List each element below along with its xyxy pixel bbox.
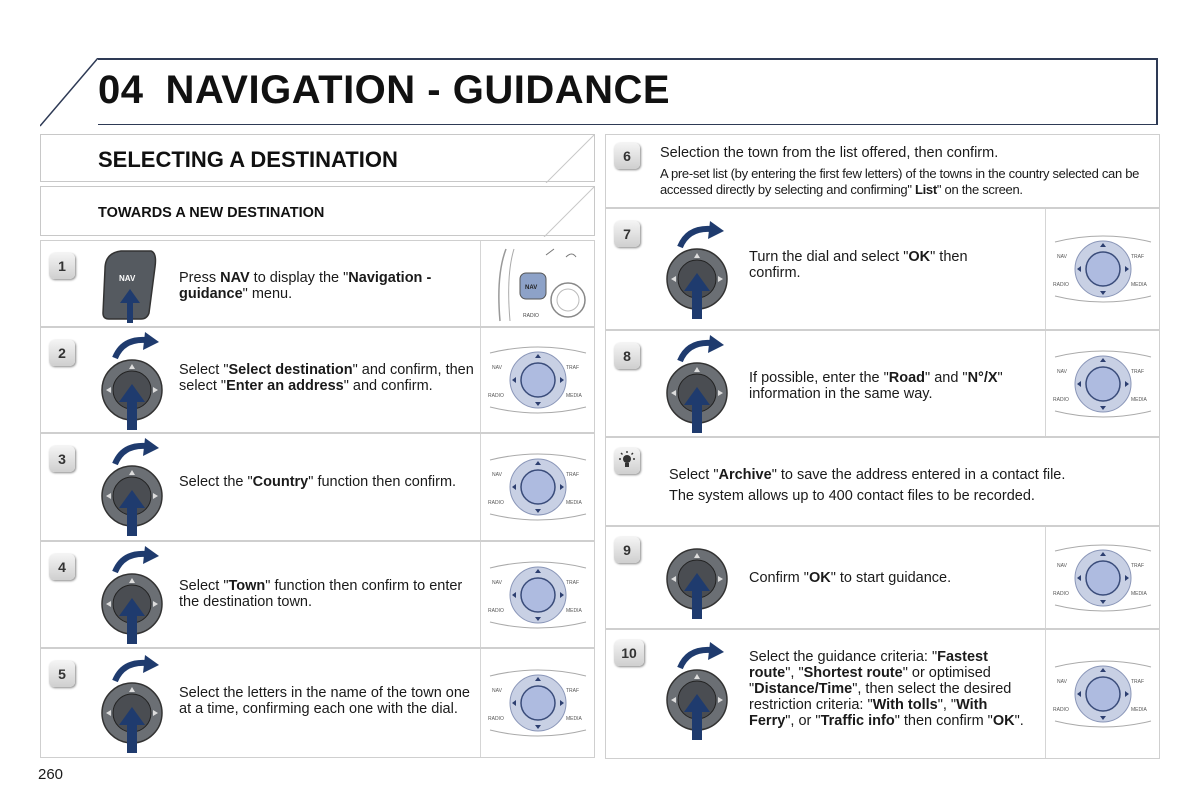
chapter-title: NAVIGATION - GUIDANCE: [165, 68, 671, 112]
control-panel-image: [480, 542, 594, 647]
control-panel-image: [480, 328, 594, 432]
step-row-7: [605, 208, 1160, 330]
step-6-note: A pre-set list (by entering the first few letters) of the towns in the country selected can be accessed directly by selecting and confirming" List" on the screen.: [660, 166, 1140, 197]
rotary-dial-icon: [99, 653, 165, 755]
subsection-title-box: [40, 186, 595, 236]
svg-text:MEDIA: MEDIA: [565, 716, 582, 722]
step-row-1: [40, 240, 595, 327]
step-badge: 8: [614, 343, 640, 369]
svg-text:RADIO: RADIO: [1052, 707, 1069, 713]
tip-text: [669, 465, 1149, 507]
console-nav-image: [480, 241, 594, 326]
svg-text:MEDIA: MEDIA: [1130, 396, 1147, 403]
step-9-text: Confirm "OK" to start guidance.: [749, 570, 952, 586]
page-number: 260: [38, 766, 64, 783]
control-panel-image: [1045, 331, 1159, 436]
control-panel-image: [1045, 527, 1159, 628]
svg-text:NAV: NAV: [491, 365, 502, 371]
svg-text:NAV: NAV: [491, 688, 502, 694]
control-panel-icon: [1051, 657, 1155, 731]
svg-text:RADIO: RADIO: [487, 716, 504, 722]
step-badge: 9: [614, 537, 640, 563]
step-badge: 7: [614, 221, 640, 247]
step-badge: 1: [49, 253, 75, 279]
step-2-text: Select "Select destination" and confirm, then select "Enter an address" and confirm.: [179, 362, 474, 394]
tip-row: [605, 437, 1160, 526]
svg-text:RADIO: RADIO: [1052, 590, 1069, 597]
svg-text:NAV: NAV: [1056, 679, 1067, 685]
svg-text:TRAF: TRAF: [1130, 368, 1144, 375]
control-panel-icon: [1051, 541, 1155, 615]
step-badge: 6: [614, 143, 640, 169]
svg-text:TRAF: TRAF: [1130, 562, 1144, 569]
tip-line-2: The system allows up to 400 contact files to be recorded.: [669, 488, 1035, 504]
rotary-dial-icon: [664, 219, 730, 321]
section-corner-decoration: [514, 135, 594, 183]
control-panel-icon: [486, 450, 590, 524]
step-row-6: [605, 134, 1160, 208]
step-badge: 2: [49, 340, 75, 366]
step-8-text: If possible, enter the "Road" and "N°/X" information in the same way.: [749, 370, 1003, 402]
control-panel-icon: [486, 666, 590, 740]
step-badge: 5: [49, 661, 75, 687]
step-row-5: [40, 648, 595, 758]
svg-text:RADIO: RADIO: [1052, 282, 1069, 288]
control-panel-icon: [1051, 347, 1155, 421]
rotary-dial-icon: [99, 544, 165, 646]
svg-text:TRAF: TRAF: [1130, 679, 1144, 685]
section-title: SELECTING A DESTINATION: [98, 147, 398, 172]
header-slant-decoration: [40, 58, 100, 128]
svg-text:MEDIA: MEDIA: [1130, 707, 1147, 713]
step-5-text: Select the letters in the name of the town one at a time, confirming each one with the dial.: [179, 685, 470, 717]
console-panel-icon: [488, 245, 588, 323]
svg-text:NAV: NAV: [1056, 254, 1067, 260]
svg-text:NAV: NAV: [491, 579, 502, 586]
step-4-text: Select "Town" function then confirm to enter the destination town.: [179, 578, 463, 610]
rotary-dial-icon: [664, 333, 730, 435]
svg-text:RADIO: RADIO: [522, 312, 539, 319]
svg-text:MEDIA: MEDIA: [565, 607, 582, 614]
svg-text:RADIO: RADIO: [487, 500, 504, 506]
rotary-dial-icon: [664, 527, 730, 629]
light-bulb-icon: [614, 448, 640, 474]
step-row-4: [40, 541, 595, 648]
step-badge: 3: [49, 446, 75, 472]
subsection-corner-decoration: [514, 187, 594, 237]
rotary-dial-icon: [99, 436, 165, 538]
svg-text:RADIO: RADIO: [487, 607, 504, 614]
chapter-number: 04: [98, 68, 144, 112]
step-row-8: [605, 330, 1160, 437]
control-panel-image: [1045, 209, 1159, 329]
nav-button-label: NAV: [119, 274, 136, 283]
step-row-3: [40, 433, 595, 541]
control-panel-image: [480, 434, 594, 540]
svg-text:MEDIA: MEDIA: [1130, 282, 1147, 288]
step-7-text: Turn the dial and select "OK" then confirm.: [749, 249, 968, 281]
svg-text:TRAF: TRAF: [565, 688, 579, 694]
step-1-text: Press NAV to display the "Navigation - guidance" menu.: [179, 270, 432, 302]
svg-text:RADIO: RADIO: [487, 393, 504, 399]
rotary-dial-icon: [664, 640, 730, 742]
step-badge: 4: [49, 554, 75, 580]
svg-text:RADIO: RADIO: [1052, 396, 1069, 403]
control-panel-image: [1045, 630, 1159, 758]
step-row-10: [605, 629, 1160, 759]
svg-text:NAV: NAV: [524, 284, 537, 291]
step-10-text: Select the guidance criteria: "Fastest route", "Shortest route" or optimised "Distance/Time", then select the desired restriction criteria: "With tolls", "With Ferry", or "Traffic info" then confirm "OK".: [749, 649, 1024, 729]
svg-text:TRAF: TRAF: [565, 579, 579, 586]
svg-text:TRAF: TRAF: [1130, 254, 1144, 260]
step-badge: 10: [614, 640, 644, 666]
subsection-title: TOWARDS A NEW DESTINATION: [98, 205, 325, 221]
control-panel-icon: [486, 558, 590, 632]
page-title: [98, 68, 670, 113]
svg-text:MEDIA: MEDIA: [565, 393, 582, 399]
svg-text:TRAF: TRAF: [565, 472, 579, 478]
section-title-box: [40, 134, 595, 182]
control-panel-icon: [486, 343, 590, 417]
svg-text:NAV: NAV: [491, 472, 502, 478]
svg-text:MEDIA: MEDIA: [565, 500, 582, 506]
control-panel-image: [480, 649, 594, 757]
svg-text:NAV: NAV: [1056, 368, 1067, 375]
svg-text:MEDIA: MEDIA: [1130, 590, 1147, 597]
light-bulb-glyph: [614, 448, 640, 474]
rotary-dial-icon: [99, 330, 165, 432]
step-6-text: Selection the town from the list offered, then confirm.: [660, 145, 999, 161]
control-panel-icon: [1051, 232, 1155, 306]
svg-text:TRAF: TRAF: [565, 365, 579, 371]
step-row-9: [605, 526, 1160, 629]
tip-line-1: Select "Archive" to save the address entered in a contact file.: [669, 467, 1066, 483]
svg-text:NAV: NAV: [1056, 562, 1067, 569]
step-3-text: Select the "Country" function then confirm.: [179, 474, 457, 490]
step-row-2: [40, 327, 595, 433]
nav-button-icon: [99, 247, 164, 323]
